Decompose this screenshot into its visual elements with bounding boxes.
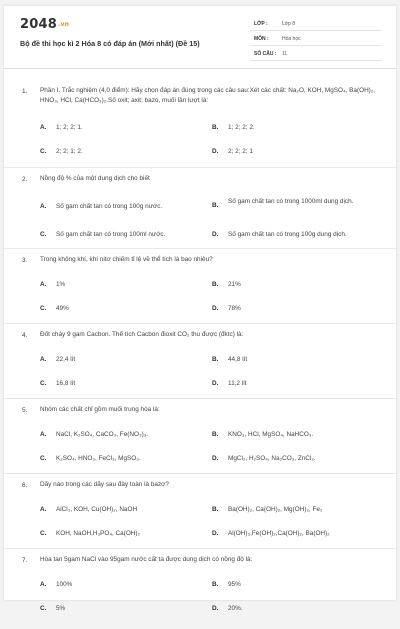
option-d[interactable] [212, 380, 247, 388]
meta-value: Hóa học [282, 36, 301, 42]
question-number: 5. [22, 407, 28, 414]
option-text: Al(OH)₃,Fe(OH)₂,Ca(OH)₂, Ba(OH)₂ [228, 530, 330, 537]
question-text: Dãy nào trong các dãy sau đây toàn là bazơ? [40, 481, 169, 488]
question-number: 2. [22, 176, 28, 183]
option-letter: D. [212, 380, 219, 387]
option-text: NaCl, K₂SO₄, CaCO₃, Fe(NO₃)₃. [56, 431, 149, 438]
option-letter: C. [40, 231, 47, 238]
site-logo[interactable] [20, 17, 69, 32]
option-text: 1; 2; 2; 1. [56, 124, 83, 131]
option-text: 95% [228, 581, 241, 588]
question-text: Hòa tan 5gam NaCl vào 95gam nước cất ta được dung dịch có nồng độ là: [40, 556, 253, 563]
question-6 [4, 474, 396, 549]
option-a[interactable] [40, 431, 148, 439]
option-letter: A. [40, 581, 47, 588]
option-letter: D. [212, 231, 219, 238]
option-letter: A. [40, 124, 47, 131]
question-2 [4, 168, 396, 249]
question-number: 4. [22, 332, 28, 339]
document-header [4, 6, 396, 69]
question-number: 1. [22, 88, 28, 95]
option-letter: B. [212, 202, 219, 209]
option-letter: B. [212, 506, 219, 513]
option-d[interactable] [212, 305, 241, 313]
meta-value: Lớp 8 [282, 21, 296, 27]
question-7 [4, 549, 396, 629]
option-c[interactable] [40, 148, 83, 156]
option-d[interactable] [212, 231, 393, 239]
question-3 [4, 249, 396, 324]
option-text: KOH, NaOH,H₃PO₄, Ca(OH)₂ [56, 530, 141, 537]
option-text: 22,4 lít [56, 356, 76, 363]
logo-suffix: .vn [57, 21, 70, 28]
option-a[interactable] [40, 356, 75, 364]
meta-key: MÔN : [254, 36, 269, 42]
option-letter: C. [40, 455, 47, 462]
option-letter: B. [212, 124, 219, 131]
option-text: Số gam chất tan có trong 1000ml dung dịch. [228, 198, 354, 205]
question-number: 7. [22, 557, 28, 564]
option-d[interactable] [212, 605, 243, 613]
option-letter: A. [40, 203, 47, 210]
option-c[interactable] [40, 605, 65, 613]
document-page [4, 6, 396, 612]
option-letter: A. [40, 281, 47, 288]
option-b[interactable] [212, 198, 378, 210]
option-letter: B. [212, 581, 219, 588]
option-b[interactable] [212, 356, 247, 364]
document-title: Bộ đề thi học kì 2 Hóa 8 có đáp án (Mới nhất) (Đề 15) [20, 39, 200, 48]
option-text: MgCl₂, H₂SO₄, Na₂CO₃, ZnCl₂. [228, 455, 316, 462]
option-a[interactable] [40, 124, 83, 132]
question-text: Nồng độ % của một dung dịch cho biết [40, 175, 150, 182]
option-letter: D. [212, 148, 219, 155]
meta-subject [250, 31, 382, 46]
option-text: 2; 2; 2; 1 [228, 148, 253, 155]
option-b[interactable] [212, 431, 313, 439]
option-d[interactable] [212, 530, 330, 538]
option-text: 20%. [228, 605, 243, 612]
option-b[interactable] [212, 124, 255, 132]
option-letter: D. [212, 605, 219, 612]
option-letter: A. [40, 356, 47, 363]
meta-value: 11 [282, 51, 288, 57]
option-c[interactable] [40, 455, 141, 463]
question-number: 3. [22, 257, 28, 264]
option-letter: D. [212, 305, 219, 312]
option-letter: D. [212, 530, 219, 537]
option-letter: B. [212, 431, 219, 438]
option-letter: C. [40, 305, 47, 312]
question-text: Phần I. Trắc nghiệm (4,0 điểm): Hãy chọn đáp án đúng trong các câu sau:Xét các chất: Na₂O, KOH, MgSO₄, Ba(OH)₂, HNO₃, HCl, Ca(HCO₃)₂.Số oxit; axit; bazo, muối lần lượt là: [40, 87, 376, 104]
option-c[interactable] [40, 380, 75, 388]
option-text: Ba(OH)₂, Ca(OH)₂, Mg(OH)₂, Fe₂ [228, 506, 323, 513]
option-text: Số gam chất tan có trong 100g dung dịch. [228, 231, 347, 238]
option-text: 21% [228, 281, 241, 288]
option-text: 11,2 lít [228, 380, 247, 387]
option-letter: A. [40, 506, 47, 513]
option-letter: C. [40, 530, 47, 537]
option-b[interactable] [212, 281, 241, 289]
logo-text: 2048 [20, 17, 57, 32]
option-text: 78% [228, 305, 241, 312]
question-list [4, 68, 396, 629]
question-1 [4, 68, 396, 168]
question-number: 6. [22, 482, 28, 489]
option-a[interactable] [40, 203, 206, 211]
option-text: 100% [56, 581, 73, 588]
question-text: Đốt cháy 9 gam Cacbon. Thể tích Cacbon đioxit CO₂ thu được (đktc) là: [40, 331, 244, 338]
meta-class [250, 16, 382, 31]
option-text: Số gam chất tan có trong 100g nước. [56, 203, 163, 210]
option-text: AlCl₃, KOH, Cu(OH)₂, NaOH [56, 506, 138, 513]
meta-key: LỚP : [254, 21, 268, 27]
option-letter: D. [212, 455, 219, 462]
option-text: KNO₃, HCl, MgSO₄, NaHCO₃. [228, 431, 314, 438]
option-letter: A. [40, 431, 47, 438]
option-text: 16,8 lít [56, 380, 76, 387]
option-a[interactable] [40, 506, 137, 514]
option-letter: B. [212, 356, 219, 363]
option-letter: C. [40, 605, 47, 612]
option-c[interactable] [40, 305, 69, 313]
option-text: K₂SO₄, HNO₃, FeCl₃, MgSO₃. [56, 455, 141, 462]
option-text: 1; 2; 2; 2. [228, 124, 255, 131]
option-b[interactable] [212, 506, 322, 514]
meta-key: SỐ CÂU : [254, 51, 277, 57]
meta-question-count [250, 46, 382, 61]
option-text: 2; 2; 1; 2. [56, 148, 83, 155]
option-text: Số gam chất tan có trong 100ml nước. [56, 231, 166, 238]
option-c[interactable] [40, 530, 140, 538]
option-b[interactable] [212, 581, 241, 589]
option-text: 49% [56, 305, 69, 312]
question-text: Trong không khí, khí nitơ chiếm tỉ lệ về thể tích là bao nhiêu? [40, 256, 213, 263]
option-letter: B. [212, 281, 219, 288]
option-c[interactable] [40, 231, 206, 239]
option-letter: C. [40, 148, 47, 155]
option-d[interactable] [212, 455, 316, 463]
option-letter: C. [40, 380, 47, 387]
option-a[interactable] [40, 581, 72, 589]
question-text: Nhóm các chất chỉ gồm muối trung hòa là: [40, 406, 160, 413]
option-text: 44,8 lít [228, 356, 248, 363]
option-a[interactable] [40, 281, 65, 289]
question-4 [4, 324, 396, 399]
option-text: 1% [56, 281, 66, 288]
option-text: 5% [56, 605, 66, 612]
option-d[interactable] [212, 148, 253, 156]
question-5 [4, 399, 396, 474]
